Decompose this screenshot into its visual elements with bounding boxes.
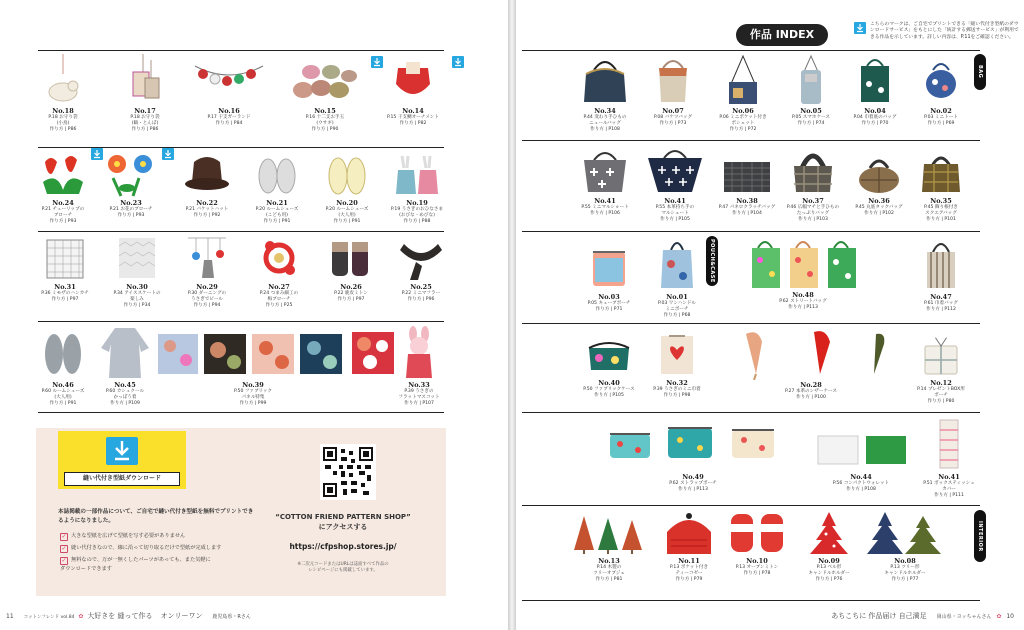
item-no15[interactable]	[284, 54, 366, 133]
divider	[522, 505, 980, 506]
item-desc: P.55 ミニマルショート	[581, 205, 629, 210]
item-howto: 作り方 | P86	[131, 127, 159, 132]
page-gutter	[508, 0, 516, 630]
item-number: No.41	[594, 197, 616, 205]
item-desc: P.22 鹿皮ミトン	[334, 291, 368, 296]
item-no02[interactable]	[900, 54, 982, 127]
item-number: No.48	[792, 291, 814, 299]
item-howto: 作り方 | P86	[49, 127, 77, 132]
item-desc: P.06 ミニポケット付き ポシェット	[719, 115, 767, 126]
divider	[38, 321, 444, 322]
download-icon	[106, 437, 138, 465]
item-number: No.41	[664, 197, 686, 205]
item-number: No.17	[134, 107, 156, 115]
item-number: No.41	[938, 473, 960, 481]
bird-charm-image	[43, 54, 83, 106]
item-desc: P.05 スマホケース	[791, 115, 831, 120]
item-number: No.26	[340, 283, 362, 291]
item-desc: P.20 ルームシューズ (大人用)	[325, 207, 369, 218]
item-desc: P.05 キューブポーチ	[587, 301, 631, 306]
item-number: No.18	[52, 107, 74, 115]
item-howto: 作り方 | P113	[788, 305, 818, 310]
tissue-cover-image	[934, 416, 964, 472]
item-number: No.13	[598, 557, 620, 565]
item-number: No.20	[336, 199, 358, 207]
item-number: No.22	[196, 199, 218, 207]
item-desc: P.17 干支ガーランド	[207, 115, 251, 120]
item-desc: P.27 本革のシザーケース	[785, 389, 837, 394]
item-howto: 作り方 | P92	[193, 213, 221, 218]
item-howto: 作り方 | P100	[796, 395, 826, 400]
item-desc: P.15 干支鯛オーナメント	[387, 115, 439, 120]
item-number: No.15	[314, 107, 336, 115]
item-number: No.39	[242, 381, 264, 389]
divider	[522, 231, 980, 232]
page-number: 10	[1006, 613, 1014, 620]
item-howto: 作り方 | P91	[49, 401, 77, 406]
divider	[38, 412, 444, 413]
item-no12[interactable]	[900, 330, 982, 405]
fabric-panels-image	[158, 330, 348, 380]
item-desc: P.20 ルームシューズ (こども用)	[255, 207, 299, 218]
item-desc: P.45 丸底タックバッグ	[855, 205, 903, 210]
item-number: No.45	[114, 381, 136, 389]
rabbit-dolls-image	[394, 152, 440, 198]
item-no23[interactable]	[90, 152, 172, 219]
item-howto: 作り方 | P112	[926, 307, 956, 312]
ume-brooch-image	[256, 236, 302, 282]
item-no39[interactable]	[158, 330, 348, 407]
item-no44[interactable]	[820, 472, 902, 493]
stripe-bag-image	[921, 236, 961, 292]
navy-basket-image	[646, 144, 704, 196]
item-no41b[interactable]	[634, 144, 716, 223]
item-desc: P.13 ベル形 キャンドルホルダー	[808, 565, 850, 576]
slippers-adult-image	[324, 152, 370, 198]
item-no16[interactable]	[188, 54, 270, 127]
phone-case-image	[791, 54, 831, 106]
download-banner	[58, 431, 186, 489]
item-howto: 作り方 | P91	[263, 219, 291, 224]
item-howto: 作り方 | P34	[123, 303, 151, 308]
item-number: No.28	[800, 381, 822, 389]
item-number: No.11	[678, 557, 700, 565]
item-no18[interactable]	[22, 54, 104, 133]
wallet-images	[816, 432, 912, 468]
item-desc: P.18 お守り袋 (鶴・とんぼ)	[130, 115, 160, 126]
item-howto: 作り方 | P108	[590, 127, 620, 132]
shop-title: “COTTON FRIEND PATTERN SHOP”	[275, 513, 411, 521]
item-no10[interactable]	[716, 510, 798, 577]
item-howto: 作り方 | P76	[815, 577, 843, 582]
divider	[522, 600, 980, 601]
check-item: ✓ 縫い代付きなので、線に沿って切り取るだけで型紙が完成します	[61, 545, 222, 552]
one-handle-image	[657, 236, 697, 292]
bucket-hat-image	[184, 152, 230, 198]
download-promo-box	[36, 428, 446, 596]
item-howto: 作り方 | P94	[193, 303, 221, 308]
clutch-image	[720, 144, 774, 196]
skate-cloth-image	[117, 236, 157, 282]
cube-pouch-image	[589, 240, 629, 292]
left-page	[0, 0, 508, 630]
item-desc: P.08 バケツバッグ	[653, 115, 693, 120]
item-number: No.04	[864, 107, 886, 115]
street-bag-images	[748, 236, 858, 292]
item-desc: P.45 飾り根付き スクエアバッグ	[924, 205, 958, 216]
item-no31[interactable]	[24, 236, 106, 303]
item-howto: 作り方 | P90	[311, 127, 339, 132]
item-number: No.23	[120, 199, 142, 207]
item-howto: 作り方 | P93	[117, 213, 145, 218]
item-number: No.07	[662, 107, 684, 115]
item-number: No.27	[268, 283, 290, 291]
item-number: No.03	[598, 293, 620, 301]
item-no14[interactable]	[372, 54, 454, 127]
item-number: No.10	[746, 557, 768, 565]
item-desc: P.18 お守り袋 (小鳥)	[48, 115, 78, 126]
item-desc: P.56 コンパクトウォレット	[832, 481, 890, 486]
scissor-case-images	[736, 328, 886, 380]
divider	[522, 412, 980, 413]
item-howto: 作り方 | P88	[403, 219, 431, 224]
mini-pouch-image	[655, 330, 699, 378]
download-note: こちらのマークは、ご自宅でプリントできる「縫い代付き型紙のダウンロードサービス」をもとにした「統計する郵送サービス」が利用できる作品を示しています。詳しい内容は、P.11をご確認ください。	[870, 22, 1019, 40]
item-desc: P.14 プレゼントBOX形 ポーチ	[917, 387, 965, 398]
tea-cozy-image	[663, 510, 715, 556]
item-howto: 作り方 | P96	[407, 297, 435, 302]
item-howto: 作り方 | P101	[926, 217, 956, 222]
footer-right	[831, 611, 1014, 621]
square-bag-image	[918, 144, 964, 196]
page-number: 11	[6, 613, 14, 620]
item-howto: 作り方 | P93	[49, 219, 77, 224]
tab-pouch-case[interactable]: POUCH&CASE	[706, 236, 718, 286]
item-howto: 作り方 | P103	[798, 217, 828, 222]
item-number: No.09	[818, 557, 840, 565]
divider	[38, 50, 444, 51]
item-desc: P.13 オーブンミトン	[735, 565, 779, 570]
item-howto: 作り方 | P91	[333, 219, 361, 224]
item-desc: P.13 ポケット付き ティーコゼー	[669, 565, 709, 576]
item-desc: P.44 変わり手ひもの ニュールバッグ	[583, 115, 627, 126]
item-no47[interactable]	[900, 236, 982, 313]
item-howto: 作り方 | P97	[51, 297, 79, 302]
oven-mitts-image	[727, 510, 787, 556]
frame-bag-image	[580, 54, 630, 106]
download-icon	[452, 56, 464, 68]
item-howto: 作り方 | P104	[732, 211, 762, 216]
fabric-case-image	[585, 330, 633, 378]
item-howto: 作り方 | P82	[399, 121, 427, 126]
item-howto: 作り方 | P97	[337, 297, 365, 302]
item-howto: 作り方 | P98	[663, 393, 691, 398]
round-bag-image	[856, 144, 902, 196]
felt-trees-image	[572, 512, 646, 556]
item-desc: P.50 ファブリックケース	[583, 387, 635, 392]
item-number: No.21	[266, 199, 288, 207]
item-howto: 作り方 | P99	[239, 401, 267, 406]
item-desc: P.34 アイススケートの 楽しみ	[113, 291, 161, 302]
item-desc: P.24 つまみ細工の 梅ブローチ	[259, 291, 299, 302]
mobile-image	[184, 236, 230, 282]
item-number: No.34	[594, 107, 616, 115]
item-number: No.49	[682, 473, 704, 481]
item-number: No.14	[402, 107, 424, 115]
item-desc: P.36 ミモザのハンカチ	[41, 291, 89, 296]
item-no17[interactable]	[104, 54, 186, 133]
item-no45[interactable]	[84, 326, 166, 407]
item-number: No.12	[930, 379, 952, 387]
item-no29[interactable]	[166, 236, 248, 309]
item-number: No.08	[894, 557, 916, 565]
pochette-image	[723, 54, 763, 106]
item-number: No.32	[666, 379, 688, 387]
item-howto: 作り方 | P73	[659, 121, 687, 126]
check-item: ✓ 大きな型紙を広げて型紙を写す必要がありません	[61, 533, 186, 540]
item-howto: 作り方 | P107	[404, 401, 434, 406]
item-number: No.02	[930, 107, 952, 115]
item-number: No.01	[666, 293, 688, 301]
item-howto: 作り方 | P84	[215, 121, 243, 126]
tulip-brooch-image	[39, 152, 87, 198]
gift-pouch-image	[919, 330, 963, 378]
item-howto: 作り方 | P25	[265, 303, 293, 308]
checkmark-icon: ✓	[61, 557, 67, 564]
blue-tree-image	[865, 510, 945, 556]
divider	[522, 140, 980, 141]
item-desc: P.14 木製の ツリーオブジェ	[593, 565, 625, 576]
mittens-image	[328, 236, 374, 282]
item-howto: 作り方 | P106	[590, 211, 620, 216]
item-howto: 作り方 | P68	[663, 313, 691, 318]
gray-tote-image	[580, 144, 630, 196]
bucket-bag-image	[653, 54, 693, 106]
item-number: No.38	[736, 197, 758, 205]
slippers-gray-image	[40, 326, 86, 380]
item-desc: P.13 ツリー形 キャンドルホルダー	[884, 565, 926, 576]
item-desc: P.03 ワンハンドル ミニポーチ	[657, 301, 697, 312]
footer-title: 大好きを 縫って作る	[87, 612, 153, 620]
item-desc: P.04 巾着底のバッグ	[853, 115, 897, 120]
index-title: 作品 INDEX	[736, 24, 828, 46]
item-howto: 作り方 | P102	[864, 211, 894, 216]
footer-sub: オンリーワン	[160, 612, 203, 620]
item-desc: P.19 うさぎのおひなさま (おびな・めびな)	[390, 207, 444, 218]
item-number: No.05	[800, 107, 822, 115]
plaid-bag-image	[788, 144, 838, 196]
item-no01[interactable]	[636, 236, 718, 319]
mini-tote-image	[921, 54, 961, 106]
item-howto: 作り方 | P78	[743, 571, 771, 576]
shop-url-link[interactable]: https://cfpshop.stores.jp/	[289, 542, 397, 551]
item-howto: 作り方 | P105	[594, 393, 624, 398]
item-howto: 作り方 | P69	[927, 121, 955, 126]
item-howto: 作り方 | P113	[678, 487, 708, 492]
item-desc: P.60 ルームシューズ (大人用)	[41, 389, 85, 400]
item-howto: 作り方 | P74	[797, 121, 825, 126]
item-howto: 作り方 | P81	[595, 577, 623, 582]
item-desc: P.51 ボックスティッシュ カバー	[923, 481, 975, 492]
slippers-kids-image	[254, 152, 300, 198]
muffler-image	[398, 236, 444, 282]
item-no09[interactable]	[788, 510, 870, 583]
download-pattern-button[interactable]: 縫い代付き型紙ダウンロード	[64, 472, 180, 486]
tab-interior[interactable]: INTERIOR	[974, 510, 986, 562]
footer-left	[6, 611, 251, 621]
item-no35[interactable]	[900, 144, 982, 223]
item-no49[interactable]	[652, 472, 734, 493]
item-number: No.16	[218, 107, 240, 115]
item-howto: 作り方 | P77	[891, 577, 919, 582]
box-pouch-images	[608, 418, 778, 472]
item-desc: P.46 広幅マチと手ひもの たっぷりバッグ	[786, 205, 840, 216]
item-howto: 作り方 | P109	[110, 401, 140, 406]
checkmark-icon: ✓	[61, 533, 67, 540]
item-howto: 作り方 | P79	[675, 577, 703, 582]
flower-icon: ✿	[78, 613, 84, 620]
right-page	[516, 0, 1024, 630]
shop-subtitle: にアクセスする	[318, 523, 368, 531]
footer-title: あちこちに 作品届け 自己満足	[831, 612, 927, 620]
item-no33[interactable]	[378, 326, 460, 407]
item-howto: 作り方 | P111	[934, 493, 964, 498]
divider	[38, 231, 444, 232]
footer-credit: 鹿児島県・Rさん	[212, 614, 251, 620]
item-howto: 作り方 | P108	[846, 487, 876, 492]
item-howto: 作り方 | P105	[660, 217, 690, 222]
item-desc: P.47 パネロクラッチバッグ	[718, 205, 776, 210]
flower-icon: ✿	[996, 613, 1002, 620]
item-no08[interactable]	[864, 510, 946, 583]
tag-charm-image	[125, 54, 165, 106]
item-desc: P.21 バケットハット	[185, 207, 229, 212]
item-howto: 作り方 | P80	[927, 399, 955, 404]
divider	[522, 323, 980, 324]
item-desc: P.55 本革持ち手の マルシェート	[655, 205, 695, 216]
item-number: No.29	[196, 283, 218, 291]
sea-bream-image	[390, 54, 436, 106]
item-number: No.40	[598, 379, 620, 387]
item-number: No.30	[126, 283, 148, 291]
item-no41c[interactable]	[908, 416, 990, 499]
item-number: No.47	[930, 293, 952, 301]
red-tree-image	[806, 510, 852, 556]
item-desc: P.21 チューリップの ブローチ	[41, 207, 85, 218]
garland-image	[193, 54, 265, 106]
item-number: No.24	[52, 199, 74, 207]
item-desc: P.22 ミニマフラー	[401, 291, 441, 296]
item-desc: P.16 十二支お手玉 (ウサギ)	[305, 115, 345, 126]
item-desc: P.62 ストラップポーチ	[669, 481, 717, 486]
item-desc: P.62 ストリートバッグ	[779, 299, 827, 304]
item-number: No.19	[406, 199, 428, 207]
smock-image	[99, 326, 151, 380]
item-howto: 作り方 | P71	[595, 307, 623, 312]
flower-brooch-image	[103, 152, 159, 198]
magazine-name: コットンフレンド vol.84	[23, 615, 75, 620]
check-item: ✓ 無料なので、万が一無くしたパーツがあっても、また気軽に ダウンロードできます	[60, 557, 211, 572]
item-number: No.06	[732, 107, 754, 115]
item-no48[interactable]	[762, 290, 844, 311]
item-desc: P.61 巾着バッグ	[924, 301, 958, 306]
item-no19[interactable]	[376, 152, 458, 225]
item-howto: 作り方 | P70	[861, 121, 889, 126]
tab-bag[interactable]: BAG	[974, 54, 986, 90]
item-number: No.37	[802, 197, 824, 205]
item-no28[interactable]	[770, 380, 852, 401]
item-desc: P.21 お花のブローチ	[109, 207, 153, 212]
item-desc: P.30 ダーニングの うさぎでピール	[187, 291, 227, 302]
item-no27[interactable]	[238, 236, 320, 309]
item-no13[interactable]	[568, 512, 650, 583]
download-icon	[854, 22, 866, 34]
promo-text: 本誌掲載の一部作品について、ご自宅で縫い代付き型紙を無料でプリントできるようになりました。	[58, 509, 254, 524]
item-desc: P.60 カシュクール かっぽう着	[105, 389, 145, 400]
item-number: No.36	[868, 197, 890, 205]
item-number: No.31	[54, 283, 76, 291]
item-desc: P.03 ミニトート	[924, 115, 958, 120]
item-number: No.46	[52, 381, 74, 389]
item-number: No.35	[930, 197, 952, 205]
rabbit-mascot-image	[400, 326, 438, 380]
item-howto: 作り方 | P72	[729, 127, 757, 132]
otedama-image	[291, 54, 359, 106]
item-number: No.25	[410, 283, 432, 291]
item-number: No.33	[408, 381, 430, 389]
checkmark-icon: ✓	[61, 545, 67, 552]
item-number: No.44	[850, 473, 872, 481]
qr-note: ※二次元コードまたはURLは誌面すべて作品の レシピページにも掲載しています。	[297, 562, 389, 573]
item-desc: P.39 うさぎのミニ巾着	[653, 387, 701, 392]
footer-credit: 岡山県・ヨッちゃんさん	[936, 614, 992, 620]
item-desc: P.39 うさぎの フラットマスコット	[398, 389, 440, 400]
item-no32[interactable]	[636, 330, 718, 399]
item-desc: P.50 ファブリック パネル特集	[234, 389, 272, 400]
qr-code[interactable]	[320, 444, 376, 500]
item-no25[interactable]	[380, 236, 462, 303]
drawstring-bag-image	[855, 54, 895, 106]
divider	[522, 50, 980, 51]
handkerchief-image	[45, 236, 85, 282]
